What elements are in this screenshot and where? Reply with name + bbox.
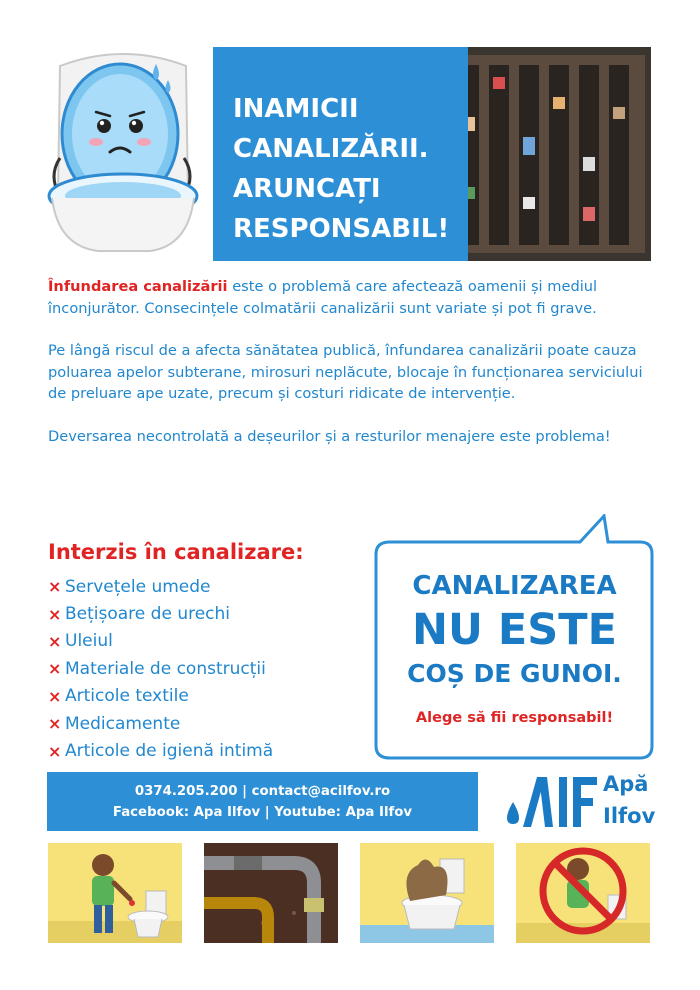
- sad-toilet-illustration: [38, 46, 208, 261]
- forbidden-item: [48, 655, 273, 682]
- forbidden-item-label: Bețișoare de urechi: [65, 604, 231, 625]
- bubble-call-to-action: Alege să fii responsabil!: [415, 710, 614, 726]
- bubble-line-3: COȘ DE GUNOI.: [407, 659, 622, 688]
- tile-clogged-pipes: [204, 843, 338, 943]
- banner-title: [233, 89, 493, 249]
- overflowing-toilet-illustration: [360, 843, 494, 943]
- contact-bar: [47, 772, 478, 831]
- bubble-message: [382, 568, 647, 692]
- intro-paragraph-3: Deversarea necontrolată a deșeurilor și a resturilor menajere este problema!: [48, 427, 611, 445]
- cross-icon: ×: [48, 741, 62, 761]
- contact-phone-email[interactable]: 0374.205.200 | contact@acilfov.ro: [134, 784, 391, 799]
- forbidden-item-label: Medicamente: [65, 713, 181, 734]
- forbidden-item: [48, 600, 273, 627]
- banner-title-line-3: ARUNCAȚI: [233, 174, 381, 204]
- logo-word-apa: Apă: [603, 772, 649, 796]
- forbidden-item-label: Articole textile: [65, 686, 189, 707]
- cross-icon: ×: [48, 659, 62, 679]
- bubble-line-2: NU ESTE: [412, 605, 617, 655]
- clogged-pipes-illustration: [204, 843, 338, 943]
- logo-word-ilfov: Ilfov: [603, 804, 656, 828]
- person-flushing-illustration: [48, 843, 182, 943]
- forbidden-item-label: Articole de igienă intimă: [65, 741, 274, 762]
- forbidden-item-label: Materiale de construcții: [65, 658, 266, 679]
- cross-icon: ×: [48, 631, 62, 651]
- cross-icon: ×: [48, 604, 62, 624]
- contact-social[interactable]: Facebook: Apa Ilfov | Youtube: Apa Ilfov: [112, 805, 413, 820]
- cross-icon: ×: [48, 686, 62, 706]
- intro-paragraph-1: [48, 276, 654, 319]
- forbidden-item: [48, 573, 273, 600]
- cross-icon: ×: [48, 577, 62, 597]
- forbidden-item: [48, 710, 273, 737]
- forbidden-item-label: Servețele umede: [65, 576, 211, 597]
- forbidden-title: Interzis în canalizare:: [48, 540, 304, 564]
- banner-title-line-2: CANALIZĂRII.: [233, 134, 429, 164]
- banner-title-line-1: INAMICII: [233, 94, 359, 124]
- intro-paragraph-1-rest: este o problemă care afectează oamenii și mediul înconjurător. Consecințele colmatării canalizării sunt variate și pot fi grave.: [48, 278, 598, 317]
- forbidden-list: [48, 573, 273, 765]
- cross-icon: ×: [48, 714, 62, 734]
- tile-person-flushing-trash: [48, 843, 182, 943]
- forbidden-item: [48, 628, 273, 655]
- header-banner: [213, 47, 651, 261]
- intro-text: [48, 276, 654, 469]
- forbidden-item-label: Uleiul: [65, 631, 113, 652]
- apa-ilfov-logo: [503, 772, 656, 832]
- intro-paragraph-2: Pe lângă riscul de a afecta sănătatea publică, înfundarea canalizării poate cauza poluarea apelor subterane, mirosuri neplăcute, blocaje în funcționarea serviciului de preluare ape uzate, precum și costuri ridicate de intervenție.: [48, 342, 643, 403]
- forbidden-item: [48, 737, 273, 764]
- banner-title-line-4: RESPONSABIL!: [233, 214, 450, 244]
- prohibited-flushing-illustration: [516, 843, 650, 943]
- bubble-line-1: CANALIZAREA: [412, 571, 617, 601]
- aif-logo-mark-icon: [503, 772, 603, 832]
- tile-prohibited-flushing: [516, 843, 650, 943]
- intro-emphasis: Înfundarea canalizării: [48, 278, 228, 295]
- forbidden-item: [48, 683, 273, 710]
- tile-overflowing-toilet: [360, 843, 494, 943]
